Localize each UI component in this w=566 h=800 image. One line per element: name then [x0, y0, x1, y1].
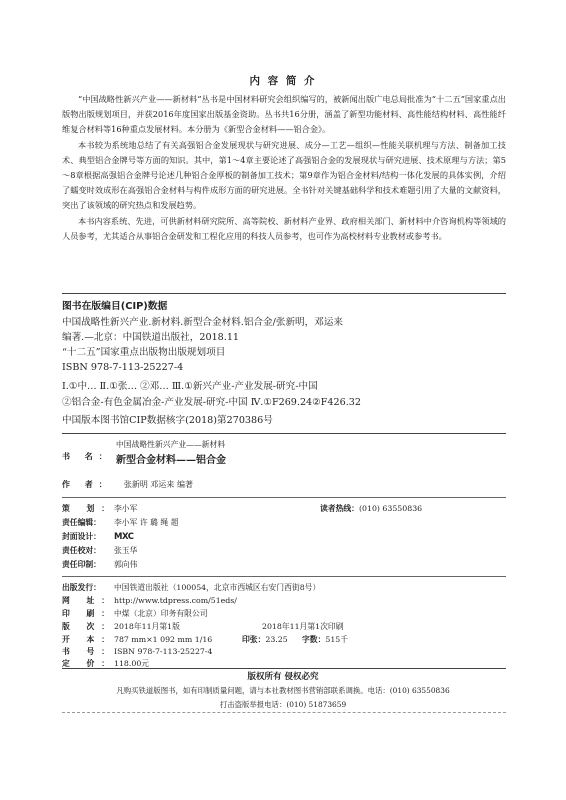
cip-line: “十二五”国家重点出版物出版规划项目 [62, 347, 226, 358]
editorial-row [62, 559, 506, 570]
publication-label: 印 刷： [62, 609, 117, 618]
cip-line: 中国战略性新兴产业.新材料.新型合金材料.铝合金/张新明，邓运来 [62, 317, 344, 328]
editorial-label: 策 划： [62, 504, 117, 513]
quality-notice: 凡购买铁道版图书，如有印制质量问题，请与本社教材图书营销部联系调换。电话：(010) 63550836 [116, 686, 450, 695]
editorial-value: 张玉华 [114, 546, 138, 555]
isbn-value: ISBN 978-7-113-25227-4 [114, 647, 213, 656]
divider [62, 293, 506, 294]
publication-row [62, 621, 506, 632]
website-link[interactable]: http://www.tdpress.com/51eds/ [114, 596, 237, 605]
authors: 张新明 邓运来 编著 [123, 480, 193, 489]
book-name-label: 书 名： [62, 452, 113, 461]
divider [62, 668, 506, 669]
publication-row [62, 608, 506, 619]
publication-label: 版 次： [62, 622, 117, 631]
cip-line: 编著.—北京：中国铁道出版社，2018.11 [62, 332, 240, 343]
publication-label: 书 号： [62, 647, 117, 656]
editorial-label: 封面设计： [62, 532, 101, 541]
publication-row [62, 634, 506, 645]
cip-line: ②铝合金-有色金属冶金-产业发展-研究-中国 Ⅳ.①F269.24②F426.32 [62, 397, 361, 408]
price-value: 118.00元 [114, 659, 150, 668]
copyright-notice: 版权所有 侵权必究 [247, 672, 319, 682]
sheets-value: 23.25 [265, 635, 288, 644]
bottom-divider [62, 712, 506, 713]
editorial-value: 郭向伟 [114, 560, 138, 569]
hotline-label: 读者热线： [320, 504, 359, 513]
editorial-value: 李小军 许 璐 绳 超 [114, 518, 179, 527]
series-name: 中国战略性新兴产业——新材料 [116, 440, 226, 449]
sheets-label: 印张： [242, 635, 266, 644]
book-title: 新型合金材料——铝合金 [116, 455, 226, 466]
wordcount-value: 515千 [325, 635, 349, 644]
editorial-label: 责任校对： [62, 546, 101, 555]
editorial-row [62, 531, 506, 542]
summary-paragraph: 本书较为系统地总结了有关高强铝合金发展现状与研究进展、成分—工艺—组织—性能关联机理与方法、制备加工技术、典型铝合金牌号等方面的知识。其中，第1～4章主要论述了高强铝合金的发展现状与研究进展、技术原理与方法；第5～8章根据高强铝合金牌号论述几种铝合金厚板的制备加工技术；第9章作为铝合金材料/结构一体化发展的具体实例，介绍了蠕变时效成形在高强铝合金材料与构件成形方面的研究进展。全书针对关键基础科学和技术难题引用了大量的文献资料，突出了该领域的研究热点和发展趋势。 [62, 139, 506, 211]
divider [62, 576, 506, 577]
printing-value: 2018年11月第1次印刷 [262, 622, 344, 631]
summary-body [62, 92, 506, 244]
wordcount-label: 字数： [302, 635, 326, 644]
editorial-value: 李小军 [114, 504, 138, 513]
publication-row [62, 646, 506, 657]
format-value: 787 mm×1 092 mm 1/16 [114, 635, 213, 644]
hotline-value: (010) 63550836 [358, 504, 423, 513]
editorial-label: 责任编辑： [62, 518, 101, 527]
publication-label: 定 价： [62, 659, 117, 668]
cover-design-logo: MXC [114, 532, 134, 542]
editorial-row [62, 503, 506, 514]
publication-label: 开 本： [62, 635, 117, 644]
cip-line: ISBN 978-7-113-25227-4 [62, 362, 184, 373]
cip-line: 中国版本图书馆CIP数据核字(2018)第270386号 [62, 415, 273, 426]
divider [62, 433, 506, 434]
editorial-label: 责任印制： [62, 560, 101, 569]
piracy-hotline: 打击盗版举报电话：(010) 51873659 [219, 700, 347, 709]
publication-row [62, 595, 506, 606]
publication-value: 中国铁道出版社（100054，北京市西城区右安门西街8号） [114, 583, 321, 592]
publication-value: 2018年11月第1版 [114, 622, 180, 631]
editorial-row [62, 517, 506, 528]
cip-title: 图书在版编目(CIP)数据 [62, 301, 168, 312]
publication-value: 中煤（北京）印务有限公司 [114, 609, 208, 618]
summary-paragraph: 本书内容系统、先进，可供新材料研究院所、高等院校、新材料产业界、政府相关部门、新材料中介咨询机构等领域的人员参考，尤其适合从事铝合金研发和工程化应用的科技人员参考，也可作为高校材料专业教材或参考书。 [62, 215, 506, 241]
summary-title: 内 容 简 介 [249, 75, 317, 87]
divider [62, 497, 506, 498]
cip-line: Ⅰ.①中… Ⅱ.①张… ②邓… Ⅲ.①新兴产业-产业发展-研究-中国 [62, 381, 318, 392]
author-label: 作 者： [62, 480, 113, 489]
publication-label: 出版发行： [62, 583, 101, 592]
summary-paragraph: “中国战略性新兴产业——新材料”丛书是中国材料研究会组织编写的，被新闻出版广电总局批准为“十二五”国家重点出版物出版规划项目，并获2016年度国家出版基金资助。丛书共16分册，涵盖了新型功能材料、高性能结构材料、高性能纤维复合材料等16种重点发展材料。本分册为《新型合金材料——铝合金》。 [62, 94, 506, 135]
editorial-row [62, 545, 506, 556]
publication-label: 网 址： [62, 596, 117, 605]
publication-row [62, 582, 506, 593]
